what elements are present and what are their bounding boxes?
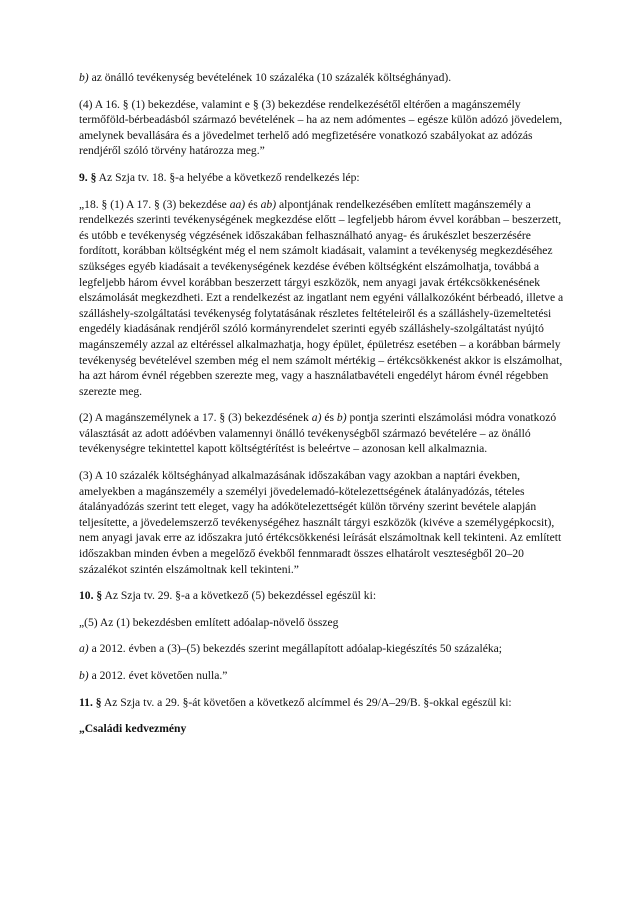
item-label-a: a) <box>79 642 89 656</box>
text-segment: alpontjának rendelkezésében említett magánszemély a rendelkezés szerinti tevékenységének megkezdése előtt – legfeljebb három évvel korábban – beszerzett, és utóbb e tevékenység végzésének időszakában felhasználható anyag- és árukészlet beszerzésére fordított, korábban költségként még el nem számolt kiadásait, valamint a tevékenység megkezdéséhez szükséges egyéb kiadásait a tevékenységének kezdése évében költségként elszámolhatja, továbbá a legfeljebb három évvel korábban beszerzett tárgyi eszközök, nem anyagi javak értékcsökkenésének elszámolását megkezdheti. Ezt a rendelkezést az ingatlant nem egyéni vállalkozóként bérbeadó, illetve a szálláshely-szolgáltatási tevékenység folytatásának részletes feltételeiről és a szálláshely-üzemeltetési engedély kiadásának rendjéről szóló kormányrendelet szerinti egyéb szálláshely-szolgáltatást nyújtó magánszemély azzal az eltéréssel alkalmazhatja, hogy épület, épületrész esetében – a korábban bármely tevékenység bevételével szemben még el nem számolt mértékig – értékcsökkenést akkor is elszámolhat, ha azt három évnél régebben szerezte meg, vagy a használatbavételi engedélyt három évnél régebben szerezte meg. <box>79 197 564 398</box>
point-label-a: a) <box>311 411 322 425</box>
paragraph-18-1 <box>79 197 566 400</box>
point-label-b: b) <box>79 71 89 84</box>
paragraph-29-5: „(5) Az (1) bekezdésben említett adóalap-növelő összeg <box>79 615 339 629</box>
section-9-text: Az Szja tv. 18. §-a helyébe a következő rendelkezés lép: <box>96 170 360 184</box>
section-11-text: Az Szja tv. a 29. §-át követően a következő alcímmel és 29/A–29/B. §-okkal egészül ki: <box>101 695 512 709</box>
document-page <box>79 70 566 748</box>
section-10-text: Az Szja tv. 29. §-a a következő (5) bekezdéssel egészül ki: <box>102 589 377 603</box>
text-segment: és <box>245 197 261 211</box>
text-segment: (2) A magánszemélynek a 17. § (3) bekezdésének <box>79 411 312 425</box>
point-text-b: az önálló tevékenység bevételének 10 százaléka (10 százalék költséghányad). <box>88 71 452 84</box>
section-11-number: 11. § <box>79 695 102 709</box>
text-segment: és <box>321 411 337 425</box>
item-text-a: a 2012. évben a (3)–(5) bekezdés szerint megállapított adóalap-kiegészítés 50 százaléka; <box>88 642 503 656</box>
subpoint-label-aa: aa) <box>229 197 246 211</box>
text-segment: „18. § (1) A 17. § (3) bekezdése <box>79 197 230 211</box>
item-a <box>79 641 566 657</box>
section-9-number: 9. § <box>79 170 97 184</box>
item-label-b: b) <box>79 669 89 682</box>
subtitle-family-allowance: „Családi kedvezmény <box>79 722 187 736</box>
paragraph-18-3: (3) A 10 százalék költséghányad alkalmazásának időszakában vagy azokban a naptári években, amelyekben a magánszemély a személyi jövedelemadó-kötelezettségének átalányadózás, tételes átalányadózás szerint tett eleget, vagy ha adókötelezettségét külön törvény szerint bevétele alapján teljesítette, a jövedelemszerző tevékenységéhez használt tárgyi eszközök (kivéve a személygépkocsit), nem anyagi javak erre az időszakra jutó értékcsökkenési leírását elszámoltnak kell tekinteni. Az említett időszakban minden évben a megelőző évekből fennmaradt összes elhatárolt veszteségből 20–20 százalékot szintén elszámoltnak kell tekinteni.” <box>79 469 562 576</box>
subpoint-label-ab: ab) <box>260 197 277 211</box>
section-11-heading <box>79 695 566 711</box>
section-10-heading <box>79 588 566 604</box>
section-10-number: 10. § <box>79 589 103 603</box>
point-label-b: b) <box>336 411 347 425</box>
item-b <box>79 668 566 684</box>
text-segment: pontja szerinti elszámolási módra vonatkozó választását az adott adóévben valamennyi önálló tevékenységből származó bevételére – az önálló tevékenységre tekintettel kapott költségtérítést is beleértve – azonosan kell alkalmaznia. <box>79 411 557 456</box>
paragraph-point-b <box>79 70 566 86</box>
paragraph-18-2 <box>79 410 566 457</box>
item-text-b: a 2012. évet követően nulla.” <box>88 669 228 682</box>
section-9-heading <box>79 170 566 186</box>
paragraph-4: (4) A 16. § (1) bekezdése, valamint e § (3) bekezdése rendelkezésétől eltérően a magánszemély termőföld-bérbeadásból származó bevételének – ha az nem adómentes – egésze külön adózó jövedelem, amelynek bevallására és a jövedelmet terhelő adó megfizetésére vonatkozó szabályokat az adózás rendjéről szóló törvény határozza meg.” <box>79 97 563 158</box>
